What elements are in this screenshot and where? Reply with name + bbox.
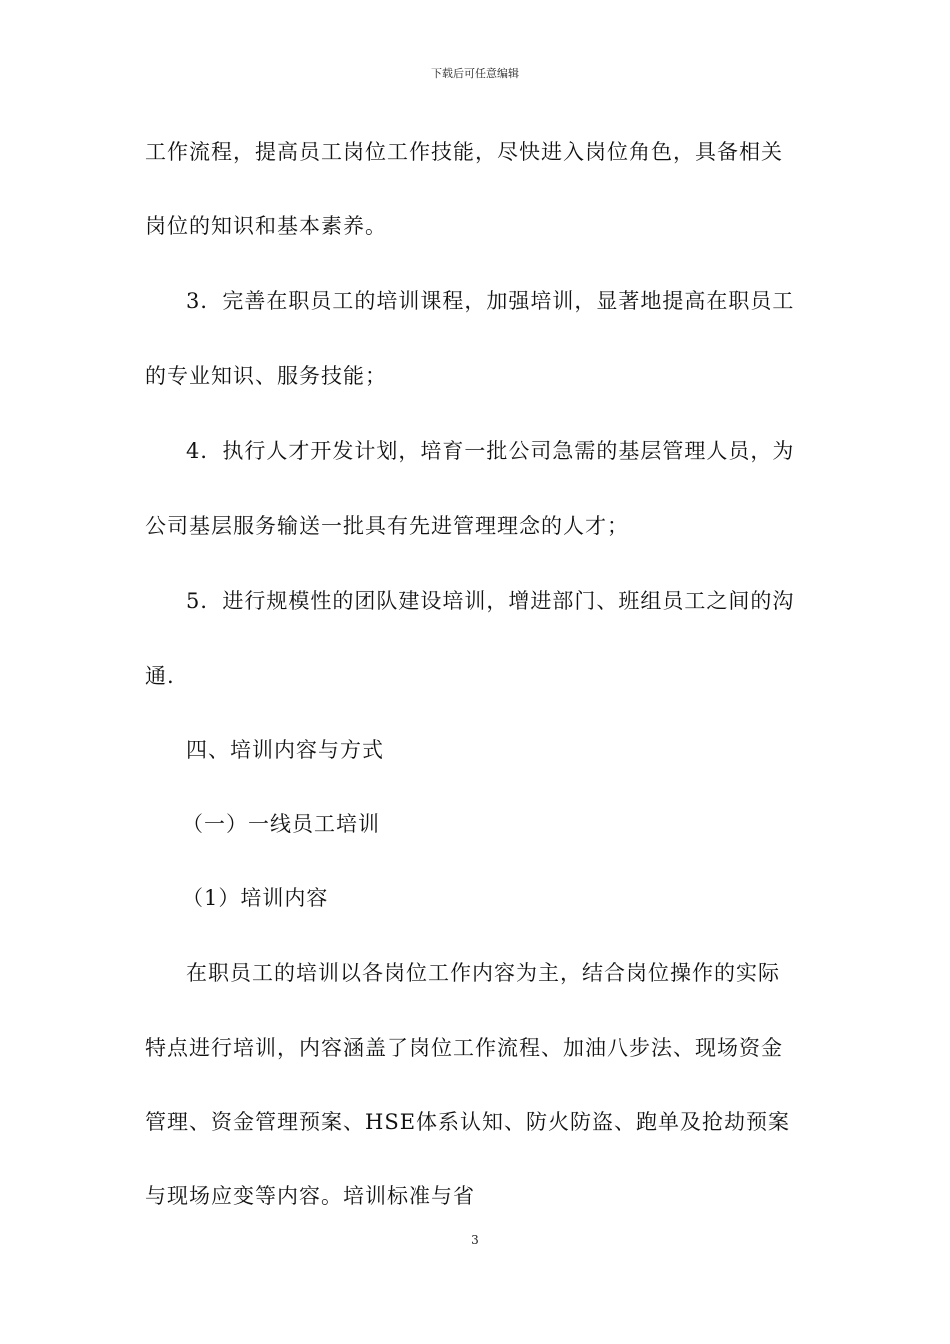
list-item-3-line-1: 3．完善在职员工的培训课程，加强培训，显著地提高在职员工 [186, 289, 795, 313]
subsection-heading-1: （一）一线员工培训 [182, 812, 380, 836]
paragraph-line-1: 在职员工的培训以各岗位工作内容为主，结合岗位操作的实际 [186, 961, 780, 985]
page-number: 3 [471, 1233, 479, 1247]
paragraph-line-4: 与现场应变等内容。培训标准与省 [145, 1184, 475, 1208]
list-item-5-line-2: 通. [145, 664, 175, 688]
paragraph-line-3: 管理、资金管理预案、HSE体系认知、防火防盗、跑单及抢劫预案 [145, 1110, 791, 1134]
page-header: 下载后可任意编辑 [431, 67, 519, 80]
section-heading-4: 四、培训内容与方式 [186, 738, 384, 762]
subsubsection-heading-1: （1）培训内容 [182, 886, 329, 910]
body-line-1: 工作流程，提高员工岗位工作技能，尽快进入岗位角色，具备相关 [145, 140, 783, 164]
list-item-3-line-2: 的专业知识、服务技能； [145, 364, 387, 388]
list-item-4-line-2: 公司基层服务输送一批具有先进管理理念的人才； [145, 514, 629, 538]
body-line-2: 岗位的知识和基本素养。 [145, 214, 387, 238]
list-item-4-line-1: 4．执行人才开发计划，培育一批公司急需的基层管理人员，为 [186, 439, 795, 463]
list-item-5-line-1: 5．进行规模性的团队建设培训，增进部门、班组员工之间的沟 [186, 589, 795, 613]
paragraph-line-2: 特点进行培训，内容涵盖了岗位工作流程、加油八步法、现场资金 [145, 1036, 783, 1060]
